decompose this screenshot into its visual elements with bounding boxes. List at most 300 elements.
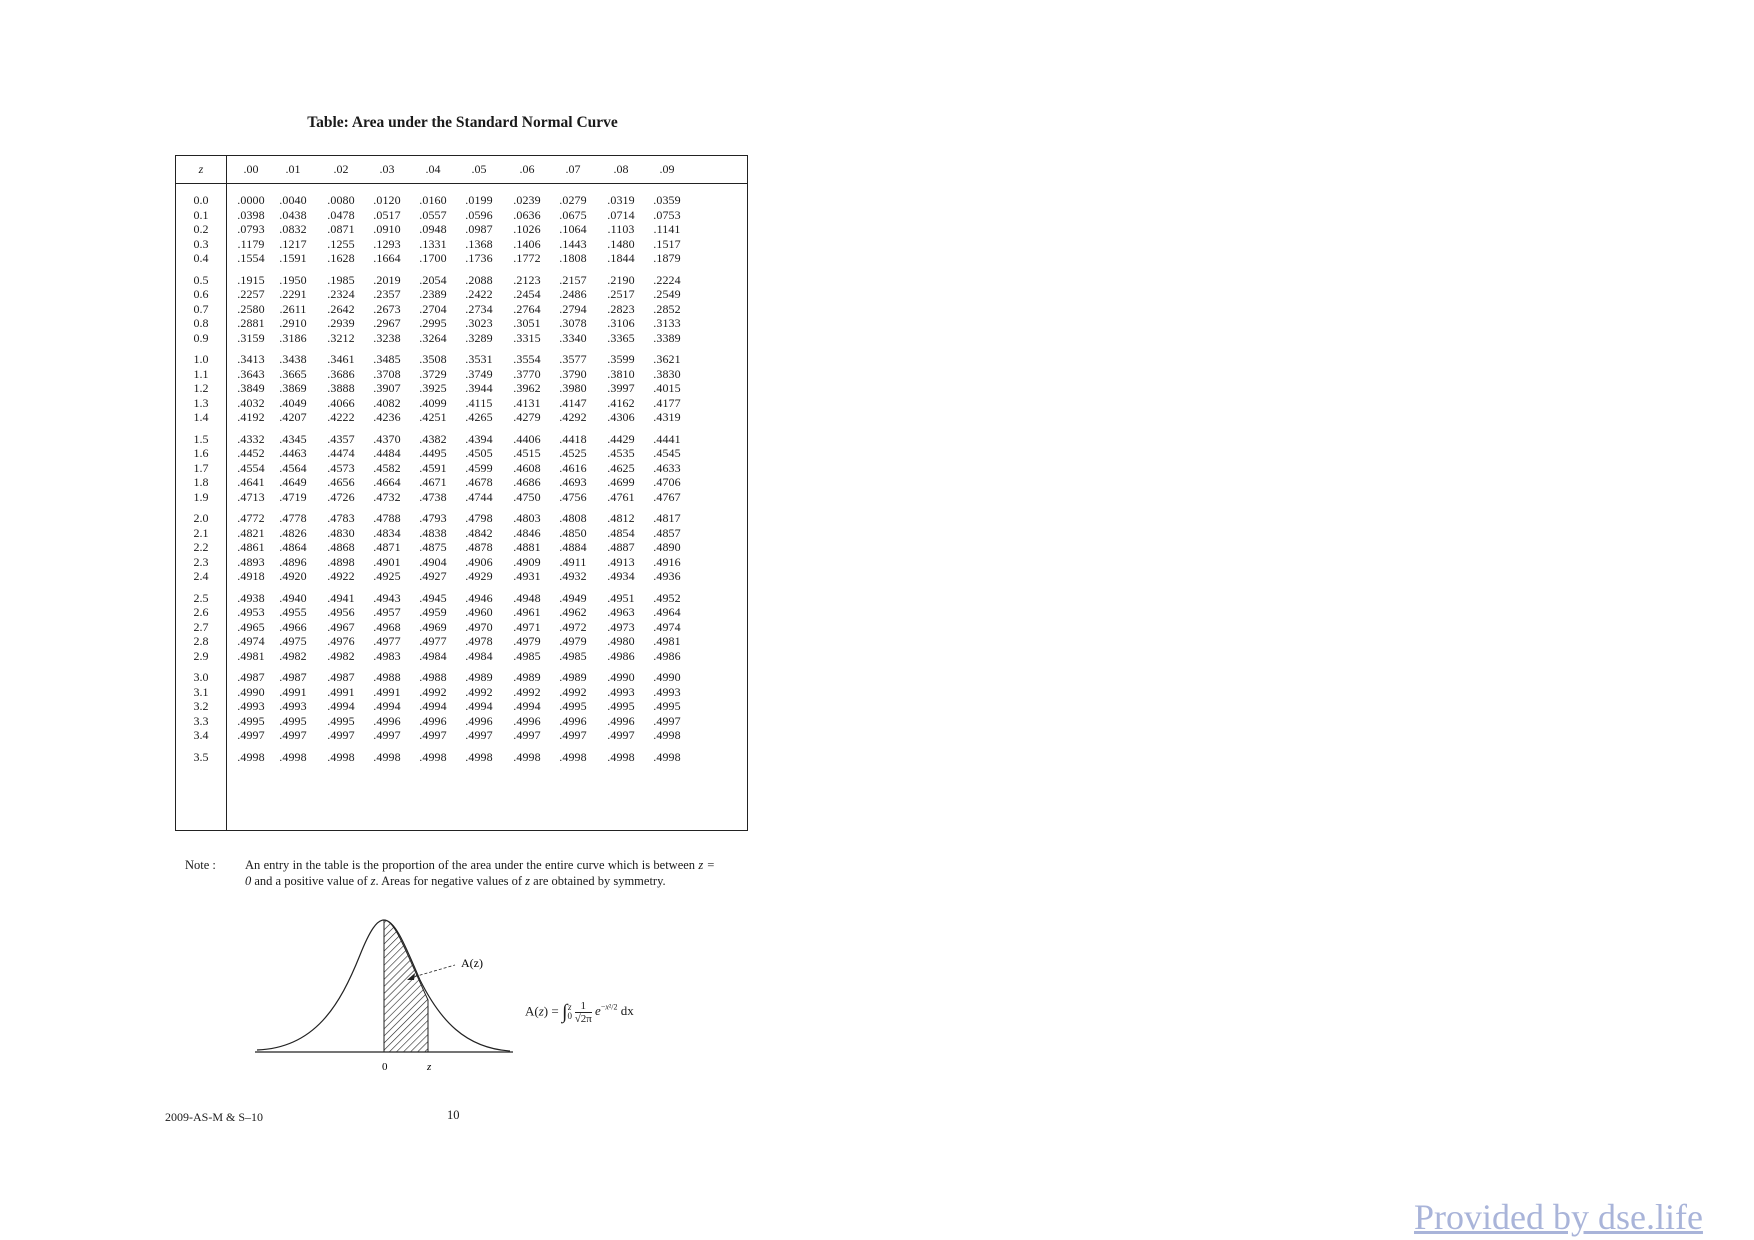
table-cell: .4985	[513, 648, 541, 663]
table-cell: .4948	[513, 590, 541, 605]
table-cell: .4857	[653, 525, 681, 540]
page-title: Table: Area under the Standard Normal Curve	[307, 114, 618, 131]
table-cell: .2157	[559, 272, 587, 287]
table-cell: .3159	[237, 330, 265, 345]
table-cell: .2224	[653, 272, 681, 287]
z-value: 3.1	[193, 684, 209, 699]
column-header: .09	[659, 162, 675, 176]
table-cell: .4978	[465, 634, 493, 649]
table-cell: .3925	[419, 381, 447, 396]
table-cell: .4162	[607, 395, 635, 410]
table-cell: .4177	[653, 395, 681, 410]
table-cell: .0398	[237, 207, 265, 222]
table-cell: .4826	[279, 525, 307, 540]
table-cell: .4920	[279, 569, 307, 584]
table-cell: .4726	[327, 489, 355, 504]
table-cell: .4918	[237, 569, 265, 584]
table-cell: .4993	[237, 699, 265, 714]
table-cell: .4525	[559, 446, 587, 461]
table-cell: .2291	[279, 287, 307, 302]
note-text-eq: z = 0	[245, 858, 715, 888]
table-cell: .4834	[373, 525, 401, 540]
table-cell: .4980	[607, 634, 635, 649]
table-cell: .4983	[373, 648, 401, 663]
table-cell: .3389	[653, 330, 681, 345]
table-cell: .4370	[373, 431, 401, 446]
table-cell: .4931	[513, 569, 541, 584]
table-cell: .2852	[653, 301, 681, 316]
z-value: 3.5	[193, 749, 209, 764]
table-cell: .4936	[653, 569, 681, 584]
table-cell: .4998	[327, 749, 355, 764]
table-cell: .4982	[327, 648, 355, 663]
z-value: 1.7	[193, 460, 209, 475]
table-cell: .2823	[607, 301, 635, 316]
z-value: 1.3	[193, 395, 209, 410]
table-cell: .4971	[513, 619, 541, 634]
table-cell: .4998	[237, 749, 265, 764]
table-cell: .4974	[653, 619, 681, 634]
z-value: 1.4	[193, 410, 209, 425]
table-cell: .4649	[279, 475, 307, 490]
table-cell: .4706	[653, 475, 681, 490]
table-cell: .4678	[465, 475, 493, 490]
table-cell: .3212	[327, 330, 355, 345]
z-value: 2.6	[193, 605, 209, 620]
footer-code: 2009-AS-M & S–10	[165, 1110, 264, 1124]
z-value: 0.9	[193, 330, 209, 345]
table-cell: .4147	[559, 395, 587, 410]
table-cell: .4991	[327, 684, 355, 699]
table-cell: .1368	[465, 236, 493, 251]
table-cell: .4656	[327, 475, 355, 490]
table-cell: .4951	[607, 590, 635, 605]
table-cell: .2123	[513, 272, 541, 287]
table-cell: .4066	[327, 395, 355, 410]
z-value: 2.9	[193, 648, 209, 663]
table-cell: .4972	[559, 619, 587, 634]
table-cell: .4963	[607, 605, 635, 620]
table-cell: .4772	[237, 511, 265, 525]
table-cell: .4896	[279, 554, 307, 569]
integral-lower-limit: 0	[567, 1011, 572, 1022]
table-cell: .4994	[327, 699, 355, 714]
table-cell: .3907	[373, 381, 401, 396]
z-value: 2.3	[193, 554, 209, 569]
z-value: 3.4	[193, 728, 209, 743]
table-cell: .3577	[559, 352, 587, 366]
table-cell: .0832	[279, 222, 307, 237]
table-cell: .4744	[465, 489, 493, 504]
table-cell: .3729	[419, 366, 447, 381]
z-header: z	[198, 162, 204, 176]
column-header: .07	[565, 162, 581, 176]
table-cell: .4945	[419, 590, 447, 605]
table-cell: .4452	[237, 446, 265, 461]
table-cell: .2517	[607, 287, 635, 302]
table-cell: .1664	[373, 251, 401, 266]
table-cell: .4641	[237, 475, 265, 490]
z-value: 2.1	[193, 525, 209, 540]
table-cell: .2257	[237, 287, 265, 302]
formula-fraction	[575, 1000, 592, 1025]
table-cell: .4996	[607, 713, 635, 728]
table-cell: .4582	[373, 460, 401, 475]
origin-label: 0	[382, 1061, 388, 1070]
table-cell: .4875	[419, 540, 447, 555]
table-cell: .4817	[653, 511, 681, 525]
table-cell: .0793	[237, 222, 265, 237]
table-cell: .4966	[279, 619, 307, 634]
table-cell: .4890	[653, 540, 681, 555]
page-number: 10	[447, 1108, 460, 1122]
table-cell: .4998	[373, 749, 401, 764]
table-cell: .4778	[279, 511, 307, 525]
z-value: 1.0	[193, 352, 209, 366]
table-cell: .4996	[419, 713, 447, 728]
table-cell: .2454	[513, 287, 541, 302]
table-cell: .3643	[237, 366, 265, 381]
table-cell: .4251	[419, 410, 447, 425]
z-value: 0.0	[193, 193, 209, 207]
table-cell: .4382	[419, 431, 447, 446]
table-cell: .4988	[373, 670, 401, 684]
table-cell: .4941	[327, 590, 355, 605]
fraction-numerator: 1	[575, 1000, 592, 1013]
table-cell: .1950	[279, 272, 307, 287]
column-header: .03	[379, 162, 395, 176]
table-cell: .3888	[327, 381, 355, 396]
table-cell: .1026	[513, 222, 541, 237]
table-cell: .1179	[237, 236, 265, 251]
table-cell: .0478	[327, 207, 355, 222]
table-cell: .2019	[373, 272, 401, 287]
table-cell: .4767	[653, 489, 681, 504]
table-cell: .3340	[559, 330, 587, 345]
table-cell: .2389	[419, 287, 447, 302]
table-cell: .4988	[419, 670, 447, 684]
table-cell: .4997	[373, 728, 401, 743]
z-value: 0.3	[193, 236, 209, 251]
table-cell: .4961	[513, 605, 541, 620]
table-cell: .0987	[465, 222, 493, 237]
table-cell: .2794	[559, 301, 587, 316]
table-cell: .2967	[373, 316, 401, 331]
z-value: 2.4	[193, 569, 209, 584]
table-cell: .0319	[607, 193, 635, 207]
table-cell: .3186	[279, 330, 307, 345]
table-cell: .1480	[607, 236, 635, 251]
table-cell: .2642	[327, 301, 355, 316]
table-cell: .4943	[373, 590, 401, 605]
table-cell: .4082	[373, 395, 401, 410]
table-cell: .4904	[419, 554, 447, 569]
table-cell: .4992	[465, 684, 493, 699]
note-text	[245, 857, 715, 889]
table-cell: .4994	[465, 699, 493, 714]
table-cell: .2549	[653, 287, 681, 302]
table-cell: .4938	[237, 590, 265, 605]
table-cell: .3708	[373, 366, 401, 381]
z-value: 0.2	[193, 222, 209, 237]
z-value: 3.2	[193, 699, 209, 714]
column-header: .05	[471, 162, 487, 176]
table-cell: .4049	[279, 395, 307, 410]
table-cell: .2054	[419, 272, 447, 287]
table-cell: .2673	[373, 301, 401, 316]
table-cell: .3980	[559, 381, 587, 396]
watermark-link[interactable]: Provided by dse.life	[1414, 1197, 1703, 1237]
table-cell: .4803	[513, 511, 541, 525]
table-cell: .4871	[373, 540, 401, 555]
table-cell: .4732	[373, 489, 401, 504]
table-cell: .4032	[237, 395, 265, 410]
note-text-part4: are obtained by symmetry.	[533, 874, 666, 888]
table-cell: .4997	[465, 728, 493, 743]
table-cell: .4982	[279, 648, 307, 663]
column-header: .01	[285, 162, 301, 176]
z-value: 1.5	[193, 431, 209, 446]
table-cell: .4998	[559, 749, 587, 764]
table-cell: .4671	[419, 475, 447, 490]
table-cell: .2422	[465, 287, 493, 302]
z-value: 1.8	[193, 475, 209, 490]
table-cell: .4495	[419, 446, 447, 461]
table-cell: .3830	[653, 366, 681, 381]
table-cell: .1064	[559, 222, 587, 237]
table-cell: .4015	[653, 381, 681, 396]
table-cell: .4564	[279, 460, 307, 475]
table-cell: .3023	[465, 316, 493, 331]
z-value: 0.5	[193, 272, 209, 287]
table-cell: .4977	[373, 634, 401, 649]
table-cell: .4995	[559, 699, 587, 714]
table-cell: .2881	[237, 316, 265, 331]
table-cell: .4192	[237, 410, 265, 425]
table-cell: .4761	[607, 489, 635, 504]
table-cell: .4911	[559, 554, 587, 569]
table-cell: .4998	[279, 749, 307, 764]
table-cell: .1331	[419, 236, 447, 251]
table-cell: .4842	[465, 525, 493, 540]
table-cell: .1517	[653, 236, 681, 251]
z-value: 2.2	[193, 540, 209, 555]
z-value: 0.6	[193, 287, 209, 302]
table-cell: .4997	[327, 728, 355, 743]
table-cell: .0714	[607, 207, 635, 222]
table-cell: .1915	[237, 272, 265, 287]
z-value: 0.7	[193, 301, 209, 316]
table-cell: .3264	[419, 330, 447, 345]
table-cell: .4887	[607, 540, 635, 555]
table-cell: .4998	[419, 749, 447, 764]
table-cell: .4898	[327, 554, 355, 569]
table-cell: .0239	[513, 193, 541, 207]
table-cell: .4991	[373, 684, 401, 699]
table-cell: .4913	[607, 554, 635, 569]
table-cell: .4236	[373, 410, 401, 425]
table-cell: .3770	[513, 366, 541, 381]
table-cell: .4996	[559, 713, 587, 728]
column-header: .00	[243, 162, 259, 176]
z-value: 3.3	[193, 713, 209, 728]
normal-curve-figure	[255, 910, 525, 1070]
z-value: 2.8	[193, 634, 209, 649]
table-cell: .3749	[465, 366, 493, 381]
table-cell: .4916	[653, 554, 681, 569]
table-cell: .3686	[327, 366, 355, 381]
table-cell: .4821	[237, 525, 265, 540]
table-cell: .4788	[373, 511, 401, 525]
table-cell: .2704	[419, 301, 447, 316]
table-cell: .4968	[373, 619, 401, 634]
table-cell: .4995	[237, 713, 265, 728]
table-cell: .4906	[465, 554, 493, 569]
formula-exponential: $e^{-x^2/2}$ dx	[595, 1003, 634, 1019]
table-cell: .4995	[327, 713, 355, 728]
table-cell: .4922	[327, 569, 355, 584]
table-cell: .4357	[327, 431, 355, 446]
table-cell: .2357	[373, 287, 401, 302]
table-cell: .4997	[607, 728, 635, 743]
table-cell: .4940	[279, 590, 307, 605]
table-cell: .3315	[513, 330, 541, 345]
table-cell: .0120	[373, 193, 401, 207]
table-cell: .4995	[653, 699, 681, 714]
table-cell: .4756	[559, 489, 587, 504]
table-cell: .4993	[607, 684, 635, 699]
table-cell: .4986	[607, 648, 635, 663]
table-cell: .4975	[279, 634, 307, 649]
integral-upper-limit: z	[567, 1002, 572, 1013]
table-cell: .1255	[327, 236, 355, 251]
table-cell: .4699	[607, 475, 635, 490]
table-cell: .4959	[419, 605, 447, 620]
table-cell: .1293	[373, 236, 401, 251]
table-cell: .4973	[607, 619, 635, 634]
table-cell: .3665	[279, 366, 307, 381]
table-cell: .4998	[653, 749, 681, 764]
table-cell: .4998	[653, 728, 681, 743]
table-cell: .4783	[327, 511, 355, 525]
table-cell: .3962	[513, 381, 541, 396]
table-cell: .4854	[607, 525, 635, 540]
table-cell: .1985	[327, 272, 355, 287]
table-cell: .4463	[279, 446, 307, 461]
table-cell: .4996	[373, 713, 401, 728]
table-cell: .4812	[607, 511, 635, 525]
column-header: .08	[613, 162, 629, 176]
table-cell: .4952	[653, 590, 681, 605]
table-cell: .4997	[513, 728, 541, 743]
table-cell: .3531	[465, 352, 493, 366]
table-cell: .1591	[279, 251, 307, 266]
table-cell: .4878	[465, 540, 493, 555]
column-header: .06	[519, 162, 535, 176]
table-cell: .3461	[327, 352, 355, 366]
table-cell: .4808	[559, 511, 587, 525]
area-label: A(z)	[461, 956, 483, 970]
table-cell: .4986	[653, 648, 681, 663]
table-cell: .0596	[465, 207, 493, 222]
table-cell: .3238	[373, 330, 401, 345]
table-cell: .4884	[559, 540, 587, 555]
table-cell: .3508	[419, 352, 447, 366]
table-cell: .3790	[559, 366, 587, 381]
table-cell: .4929	[465, 569, 493, 584]
table-cell: .4997	[653, 713, 681, 728]
table-cell: .4977	[419, 634, 447, 649]
table-cell: .2939	[327, 316, 355, 331]
table-cell: .0160	[419, 193, 447, 207]
table-cell: .4893	[237, 554, 265, 569]
z-value: 0.1	[193, 207, 209, 222]
note-label: Note :	[185, 858, 216, 872]
table-cell: .4962	[559, 605, 587, 620]
z-value: 2.5	[193, 590, 209, 605]
table-cell: .2088	[465, 272, 493, 287]
table-cell: .0199	[465, 193, 493, 207]
table-cell: .2580	[237, 301, 265, 316]
table-cell: .0753	[653, 207, 681, 222]
table-cell: .4265	[465, 410, 493, 425]
table-cell: .4994	[419, 699, 447, 714]
table-cell: .0675	[559, 207, 587, 222]
table-cell: .4965	[237, 619, 265, 634]
table-cell: .4996	[513, 713, 541, 728]
table-cell: .0279	[559, 193, 587, 207]
table-cell: .3810	[607, 366, 635, 381]
table-cell: .4991	[279, 684, 307, 699]
table-cell: .2764	[513, 301, 541, 316]
table-cell: .4429	[607, 431, 635, 446]
table-cell: .4992	[559, 684, 587, 699]
table-cell: .3849	[237, 381, 265, 396]
table-cell: .4927	[419, 569, 447, 584]
table-cell: .0948	[419, 222, 447, 237]
table-cell: .4969	[419, 619, 447, 634]
table-cell: .4474	[327, 446, 355, 461]
table-cell: .4901	[373, 554, 401, 569]
table-cell: .4949	[559, 590, 587, 605]
normal-table	[175, 155, 748, 831]
table-cell: .0910	[373, 222, 401, 237]
table-cell: .4345	[279, 431, 307, 446]
table-cell: .4987	[279, 670, 307, 684]
z-value: 2.7	[193, 619, 209, 634]
table-cell: .2611	[279, 301, 307, 316]
table-cell: .4713	[237, 489, 265, 504]
table-cell: .3438	[279, 352, 307, 366]
table-cell: .4990	[653, 670, 681, 684]
table-cell: .4984	[465, 648, 493, 663]
table-cell: .1844	[607, 251, 635, 266]
table-cell: .0557	[419, 207, 447, 222]
table-cell: .4981	[237, 648, 265, 663]
table-cell: .4535	[607, 446, 635, 461]
table-cell: .1628	[327, 251, 355, 266]
table-cell: .2190	[607, 272, 635, 287]
table-cell: .4998	[607, 749, 635, 764]
table-cell: .4686	[513, 475, 541, 490]
table-cell: .4981	[653, 634, 681, 649]
table-cell: .4719	[279, 489, 307, 504]
integral-sign-icon: ∫	[561, 1001, 568, 1023]
table-cell: .4222	[327, 410, 355, 425]
table-cell: .4608	[513, 460, 541, 475]
table-cell: .4861	[237, 540, 265, 555]
table-cell: .4554	[237, 460, 265, 475]
